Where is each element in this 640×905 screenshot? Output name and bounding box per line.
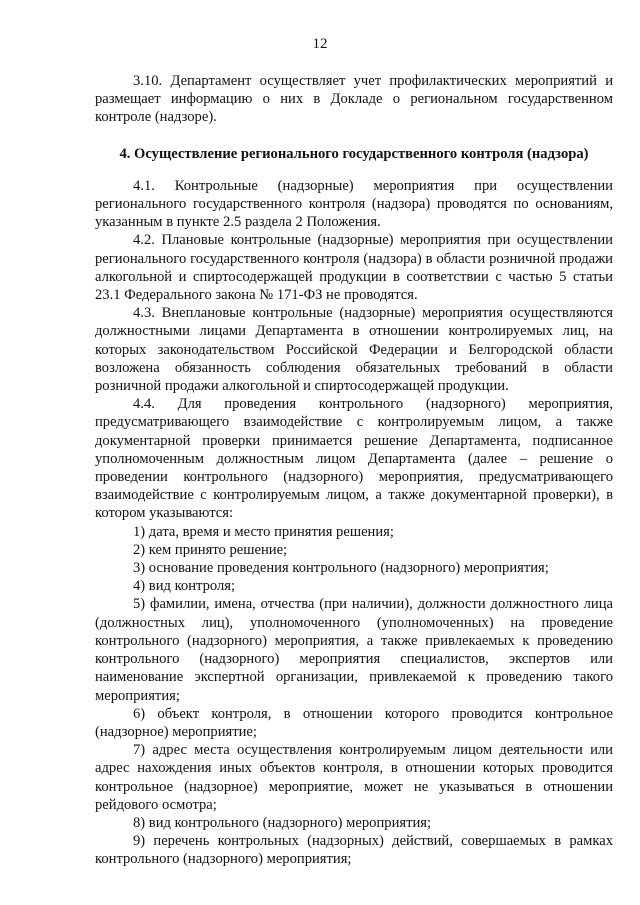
list-item-2: 2) кем принято решение; (133, 541, 288, 558)
list-item-4: 4) вид контроля; (133, 578, 236, 595)
paragraph-3-10: 3.10. Департамент осуществляет учет профилактических мероприятий и размещает информацию о них в Докладе о региональном государственном контроле (надзоре). (95, 73, 613, 126)
list-item-3: 3) основание проведения контрольного (надзорного) мероприятия; (133, 560, 549, 577)
list-item-9: 9) перечень контрольных (надзорных) действий, совершаемых в рамках контрольного (надзорного) мероприятия; (95, 833, 613, 868)
list-item-7: 7) адрес места осуществления контролируемым лицом деятельности или адрес нахождения иных объектов контроля, в отношении которых проводится контрольное (надзорное) мероприятие, может не указываться в отношении рейдового осмотра; (95, 742, 613, 813)
paragraph-4-2: 4.2. Плановые контрольные (надзорные) мероприятия при осуществлении регионального государственного контроля (надзора) в области розничной продажи алкогольной и спиртосодержащей продукции в соответствии с частью 5 статьи 23.1 Федерального закона № 171-ФЗ не проводятся. (95, 232, 613, 304)
paragraph-4-4: 4.4. Для проведения контрольного (надзорного) мероприятия, предусматривающего взаимодействие с контролируемым лицом, а также документарной проверки принимается решение Департамента, подписанное уполномоченным должностным лицом Департамента (далее – решение о проведении контрольного (надзорного) мероприятия, предусматривающего взаимодействие с контролируемым лицом, а также документарной проверки), в котором указываются: (95, 396, 613, 522)
list-item-5: 5) фамилии, имена, отчества (при наличии), должности должностного лица (должностных лиц), уполномоченного (уполномоченных) на проведение контрольного (надзорного) мероприятия, а также привлекаемых к проведению контрольного (надзорного) мероприятия специалистов, экспертов или наименование экспертной организации, привлекаемой к проведению такого мероприятия; (95, 596, 613, 704)
section-heading: 4. Осуществление регионального государственного контроля (надзора) (119, 145, 589, 162)
list-item-8: 8) вид контрольного (надзорного) мероприятия; (133, 814, 432, 831)
page-number: 12 (312, 36, 328, 52)
list-item-6: 6) объект контроля, в отношении которого проводится контрольное (надзорное) мероприятие; (95, 705, 613, 740)
paragraph-4-3: 4.3. Внеплановые контрольные (надзорные) мероприятия осуществляются должностными лицами Департамента в отношении контролируемых лиц, на которых законодательством Российской Федерации и Белгородской области возложена обязанность соблюдения обязательных требований в области розничной продажи алкогольной и спиртосодержащей продукции. (95, 305, 613, 395)
document-body (95, 72, 613, 869)
list-item-1: 1) дата, время и место принятия решения; (133, 523, 394, 540)
paragraph-4-1: 4.1. Контрольные (надзорные) мероприятия при осуществлении регионального государственного контроля (надзора) проводятся по основаниям, указанным в пункте 2.5 раздела 2 Положения. (95, 177, 613, 231)
